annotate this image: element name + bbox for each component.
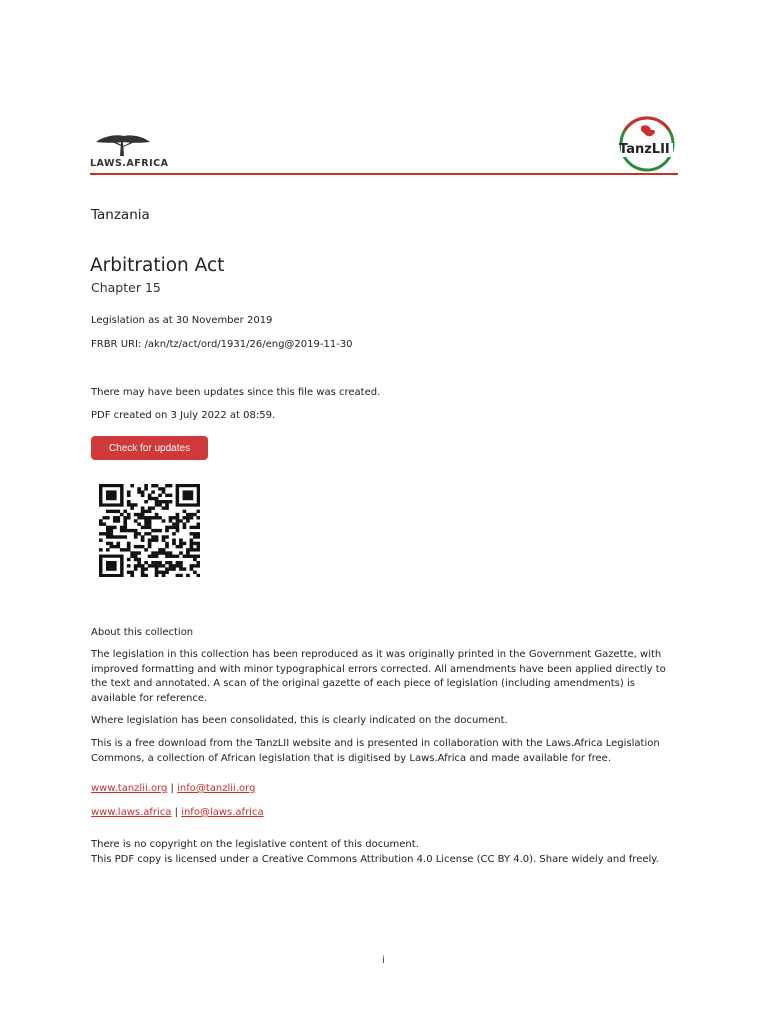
updates-note: There may have been updates since this file was created. xyxy=(91,387,381,398)
header-divider xyxy=(90,173,678,175)
lawsafrica-links xyxy=(91,807,264,818)
tanzlii-logo xyxy=(616,116,678,172)
legislation-date: Legislation as at 30 November 2019 xyxy=(91,315,273,326)
qr-code[interactable] xyxy=(99,484,200,577)
tanzlii-website-link[interactable]: www.tanzlii.org xyxy=(91,783,168,794)
about-paragraph-3: This is a free download from the TanzLII website and is presented in collaboration with the Laws.Africa Legislation Commons, a collection of African legislation that is digitised by Laws.Africa and made available for free. xyxy=(91,738,660,764)
page-number: i xyxy=(382,955,385,966)
license-line-1: There is no copyright on the legislative content of this document. xyxy=(91,839,419,850)
link-separator: | xyxy=(174,807,178,818)
qr-code-icon xyxy=(99,484,200,577)
country-label: Tanzania xyxy=(91,207,150,223)
link-separator: | xyxy=(170,783,174,794)
pdf-created-date: PDF created on 3 July 2022 at 08:59. xyxy=(91,410,276,421)
document-chapter: Chapter 15 xyxy=(91,280,161,295)
frbr-uri: FRBR URI: /akn/tz/act/ord/1931/26/eng@2019-11-30 xyxy=(91,339,353,350)
tanzlii-links xyxy=(91,783,255,794)
laws-africa-logo xyxy=(90,132,169,172)
about-paragraph-1: The legislation in this collection has been reproduced as it was originally printed in the Government Gazette, with improved formatting and with minor typographical errors corrected. All amendments have been applied directly to the text and annotated. A scan of the original gazette of each piece of legislation (including amendments) is available for reference. xyxy=(91,649,666,704)
document-title: Arbitration Act xyxy=(90,255,225,276)
laws-africa-logo-text: LAWS.AFRICA xyxy=(90,158,169,169)
acacia-tree-icon xyxy=(90,132,154,158)
check-for-updates-button[interactable]: Check for updates xyxy=(91,436,208,460)
lawsafrica-email-link[interactable]: info@laws.africa xyxy=(181,807,264,818)
tanzlii-logo-text: TanzLII xyxy=(619,142,670,157)
lawsafrica-website-link[interactable]: www.laws.africa xyxy=(91,807,172,818)
about-heading: About this collection xyxy=(91,627,194,638)
license-line-2: This PDF copy is licensed under a Creative Commons Attribution 4.0 License (CC BY 4.0). Share widely and freely. xyxy=(91,854,659,865)
tanzlii-email-link[interactable]: info@tanzlii.org xyxy=(177,783,256,794)
about-paragraph-2: Where legislation has been consolidated, this is clearly indicated on the document. xyxy=(91,715,508,726)
